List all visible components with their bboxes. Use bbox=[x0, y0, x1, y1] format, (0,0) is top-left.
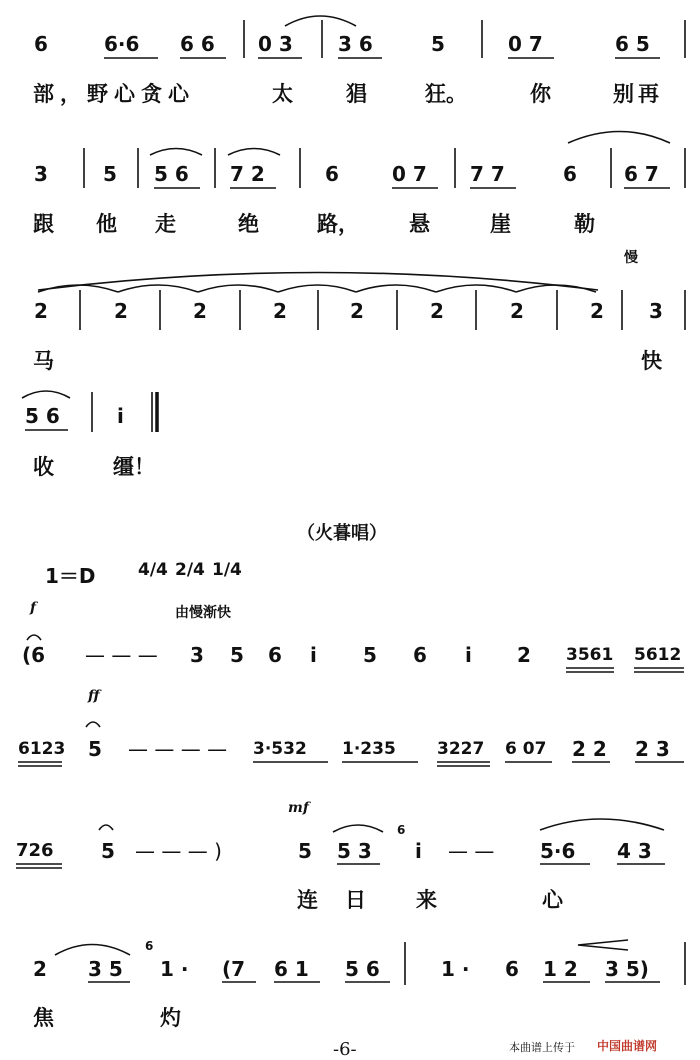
note-group: 6 7 bbox=[624, 162, 659, 186]
note-group: 1·235 bbox=[342, 739, 396, 759]
note-group: 2 bbox=[34, 299, 48, 323]
final-barline bbox=[92, 392, 157, 432]
lyric: 他 bbox=[96, 212, 117, 236]
note-group: 0 7 bbox=[392, 162, 427, 186]
note-group: 6 bbox=[325, 162, 339, 186]
lyric: 日 bbox=[345, 888, 366, 912]
note-group: 5 bbox=[363, 643, 377, 667]
section-title: （火暮唱） bbox=[297, 523, 387, 544]
note-group: (6 bbox=[22, 643, 46, 667]
note-group: 6 bbox=[413, 643, 427, 667]
note-group: i bbox=[465, 643, 472, 667]
note-group: i bbox=[117, 404, 124, 428]
note-group: 3561 bbox=[566, 645, 614, 665]
dash: — — bbox=[448, 839, 495, 863]
note-group: 3·532 bbox=[253, 739, 307, 759]
note-group: 5 bbox=[431, 32, 445, 56]
note-group: 2 3 bbox=[635, 737, 670, 761]
page-number: -6- bbox=[333, 1039, 357, 1060]
lyric: 猖 bbox=[346, 82, 367, 106]
note-group: i bbox=[310, 643, 317, 667]
slur bbox=[356, 285, 436, 292]
lyric: 你 bbox=[530, 82, 551, 106]
tempo-mark: 由慢渐快 bbox=[175, 605, 231, 621]
note-group: 3 bbox=[190, 643, 204, 667]
note-group: 2 bbox=[590, 299, 604, 323]
meter: 4/4 bbox=[138, 560, 168, 580]
lyric: 部，野心贪心 bbox=[33, 82, 195, 106]
note-group: (7 bbox=[222, 957, 246, 981]
lyric: 别再 bbox=[613, 82, 663, 106]
barlines-row-2 bbox=[84, 148, 685, 188]
note-group: 6 bbox=[505, 957, 519, 981]
slur bbox=[516, 285, 596, 292]
slur bbox=[22, 391, 70, 398]
note-group: 6 6 bbox=[180, 32, 215, 56]
dynamic-mark: mf bbox=[288, 800, 309, 816]
note-group: 2 bbox=[510, 299, 524, 323]
note-group: 6 5 bbox=[615, 32, 650, 56]
note-group: 6·6 bbox=[104, 32, 140, 56]
site-logo-text: 中国曲谱网 bbox=[597, 1039, 658, 1053]
lyric: 太 bbox=[272, 82, 293, 106]
lyric: 快 bbox=[641, 349, 662, 373]
note-group: 6 bbox=[268, 643, 282, 667]
note-group: 3 5) bbox=[605, 957, 649, 981]
note-group: 6 07 bbox=[505, 739, 547, 759]
note-group: 5·6 bbox=[540, 839, 576, 863]
slur bbox=[333, 825, 383, 832]
note-group: 6 bbox=[563, 162, 577, 186]
note-group: 5 6 bbox=[345, 957, 380, 981]
note-group: 2 bbox=[350, 299, 364, 323]
note-group: 2 2 bbox=[572, 737, 607, 761]
note-group: 3 bbox=[34, 162, 48, 186]
note-group: 3 6 bbox=[338, 32, 373, 56]
dash: — — — bbox=[85, 643, 158, 667]
note-group: 3 5 bbox=[88, 957, 123, 981]
lyric: 悬 bbox=[409, 212, 430, 236]
note-group: 5612 bbox=[634, 645, 682, 665]
fermata bbox=[86, 722, 100, 727]
lyric: 路， bbox=[317, 212, 359, 236]
note-group: 5 bbox=[103, 162, 117, 186]
slur bbox=[228, 149, 280, 156]
dash: — — — ) bbox=[135, 839, 222, 863]
note-group: 726 bbox=[16, 840, 54, 861]
lyric: 焦 bbox=[33, 1006, 54, 1030]
lyric: 走 bbox=[155, 212, 176, 236]
note-group: 5 bbox=[101, 839, 115, 863]
slur bbox=[278, 285, 356, 292]
note-group: 2 bbox=[430, 299, 444, 323]
lyric: 缰！ bbox=[113, 455, 155, 479]
dash: — — — — bbox=[128, 737, 228, 761]
lyric: 灼 bbox=[160, 1006, 181, 1030]
lyric: 心 bbox=[542, 888, 563, 912]
slur bbox=[540, 819, 664, 830]
note-group: 5 6 bbox=[25, 404, 60, 428]
lyric: 崖 bbox=[490, 212, 511, 236]
upload-credit: 本曲谱上传于 bbox=[509, 1041, 575, 1054]
grace-note: 6 bbox=[397, 823, 406, 837]
dynamic-mark: ff bbox=[88, 688, 100, 704]
fermata bbox=[99, 825, 113, 830]
lyric: 跟 bbox=[33, 212, 54, 236]
note-group: 6 bbox=[34, 32, 48, 56]
lyric: 绝 bbox=[238, 212, 259, 236]
note-group: 3 bbox=[649, 299, 663, 323]
slur bbox=[198, 285, 278, 292]
lyric: 狂。 bbox=[425, 82, 467, 106]
lyric: 马 bbox=[33, 349, 54, 373]
meter: 2/4 bbox=[175, 560, 205, 580]
note-group: 1 · bbox=[441, 957, 470, 981]
slur bbox=[568, 132, 670, 144]
slur bbox=[38, 273, 598, 291]
lyric: 收 bbox=[33, 455, 54, 479]
lyric: 来 bbox=[416, 888, 437, 912]
note-group: 4 3 bbox=[617, 839, 652, 863]
note-group: 2 bbox=[517, 643, 531, 667]
slur bbox=[150, 149, 202, 156]
note-group: 6123 bbox=[18, 739, 66, 759]
note-group: 7 2 bbox=[230, 162, 265, 186]
note-group: 1 · bbox=[160, 957, 189, 981]
barlines-row-1 bbox=[244, 20, 685, 58]
note-group: 5 bbox=[88, 737, 102, 761]
note-group: 5 6 bbox=[154, 162, 189, 186]
fermata bbox=[27, 635, 41, 640]
note-group: 2 bbox=[193, 299, 207, 323]
lyric: 连 bbox=[297, 888, 318, 912]
note-group: 5 bbox=[230, 643, 244, 667]
note-group: 2 bbox=[273, 299, 287, 323]
crescendo bbox=[578, 940, 628, 950]
note-group: 7 7 bbox=[470, 162, 505, 186]
slur bbox=[118, 285, 198, 292]
slur bbox=[55, 945, 130, 956]
dynamic-mark: f bbox=[30, 600, 37, 616]
note-group: 1 2 bbox=[543, 957, 578, 981]
note-group: 2 bbox=[114, 299, 128, 323]
note-group: 2 bbox=[33, 957, 47, 981]
barlines-row-3 bbox=[80, 290, 685, 330]
lyric: 勒 bbox=[574, 212, 595, 236]
note-group: i bbox=[415, 839, 422, 863]
grace-note: 6 bbox=[145, 939, 154, 953]
note-group: 0 3 bbox=[258, 32, 293, 56]
key-signature: 1＝D bbox=[45, 564, 96, 588]
note-group: 6 1 bbox=[274, 957, 309, 981]
note-group: 0 7 bbox=[508, 32, 543, 56]
note-group: 3227 bbox=[437, 739, 485, 759]
note-group: 5 bbox=[298, 839, 312, 863]
slur bbox=[285, 16, 356, 26]
meter: 1/4 bbox=[212, 560, 242, 580]
tempo-mark: 慢 bbox=[624, 250, 638, 266]
note-group: 5 3 bbox=[337, 839, 372, 863]
